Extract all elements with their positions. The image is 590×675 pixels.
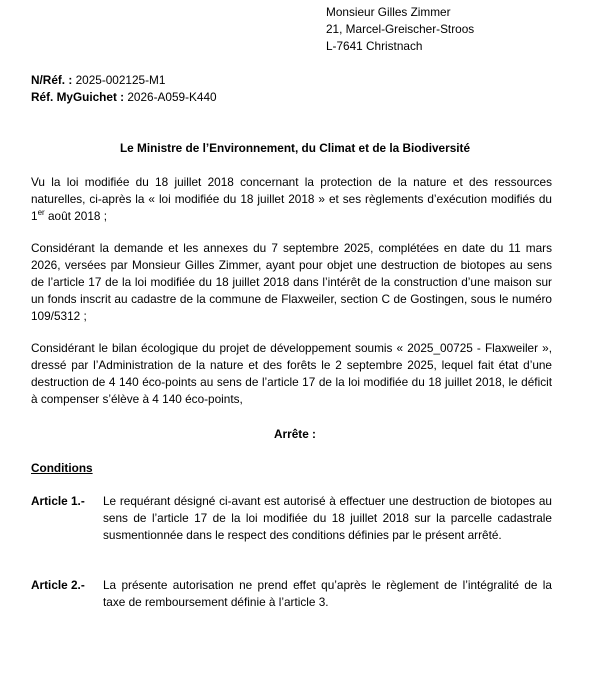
paragraph-considerant-demande: Considérant la demande et les annexes du 7 septembre 2025, complétées en date du 11 mars 2026, versées par Monsieur Gilles Zimmer, ayant pour objet une destruction de biotopes au sens de l’article 17 de la loi modifiée du 18 juillet 2018 dans l’intérêt de la construction d’une maison sur un fonds inscrit au cadastre de la commune de Flaxweiler, section C de Gostingen, sous le numéro 109/5312 ; — [31, 241, 552, 323]
addressee-block — [326, 4, 474, 55]
paragraph-vu-loi — [31, 174, 552, 225]
addressee-street: 21, Marcel-Greischer-Stroos — [326, 22, 475, 36]
article-2-text: La présente autorisation ne prend effet qu’après le règlement de l’intégralité de la taxe de remboursement définie à l’article 3. — [103, 578, 552, 609]
myguichet-reference — [31, 89, 217, 106]
paragraph-considerant-bilan: Considérant le bilan écologique du projet de développement soumis « 2025_00725 - Flaxweiler », dressé par l’Administration de la nature et des forêts le 2 septembre 2025, lequel fait état d’une destruction de 4 140 éco-points au sens de l’article 17 de la loi modifiée du 18 juillet 2018, le déficit à compenser s’élève à 4 140 éco-points, — [31, 341, 552, 406]
article-1-text: Le requérant désigné ci-avant est autorisé à effectuer une destruction de biotopes au sens de l’article 17 de la loi modifiée du 18 juillet 2018 sur la parcelle cadastrale susmentionnée dans le respect des conditions définies par le présent arrêté. — [103, 494, 552, 542]
article-2-label: Article 2.- — [31, 578, 85, 592]
our-reference — [31, 72, 217, 89]
conditions-heading: Conditions — [31, 461, 93, 475]
article-2 — [31, 577, 552, 611]
our-reference-label: N/Réf. : — [31, 73, 73, 87]
addressee-name: Monsieur Gilles Zimmer — [326, 5, 451, 19]
ordinal-superscript: er — [37, 208, 45, 218]
article-1-label: Article 1.- — [31, 494, 85, 508]
our-reference-value: 2025-002125-M1 — [75, 73, 166, 87]
paragraph-vu-loi-end: août 2018 ; — [44, 209, 108, 223]
paragraph-vu-loi-text: Vu la loi modifiée du 18 juillet 2018 concernant la protection de la nature et des ressources naturelles, ci-après la « loi modifiée du 18 juillet 2018 » et ses règlements d’exécution modifiés du 1 — [31, 175, 552, 223]
addressee-city: L-7641 Christnach — [326, 39, 423, 53]
document-title: Le Ministre de l’Environnement, du Climat et de la Biodiversité — [119, 141, 471, 155]
article-1 — [31, 493, 552, 544]
arrete-heading: Arrête : — [274, 427, 316, 441]
reference-block — [31, 72, 217, 106]
myguichet-reference-label: Réf. MyGuichet : — [31, 90, 125, 104]
myguichet-reference-value: 2026-A059-K440 — [127, 90, 217, 104]
